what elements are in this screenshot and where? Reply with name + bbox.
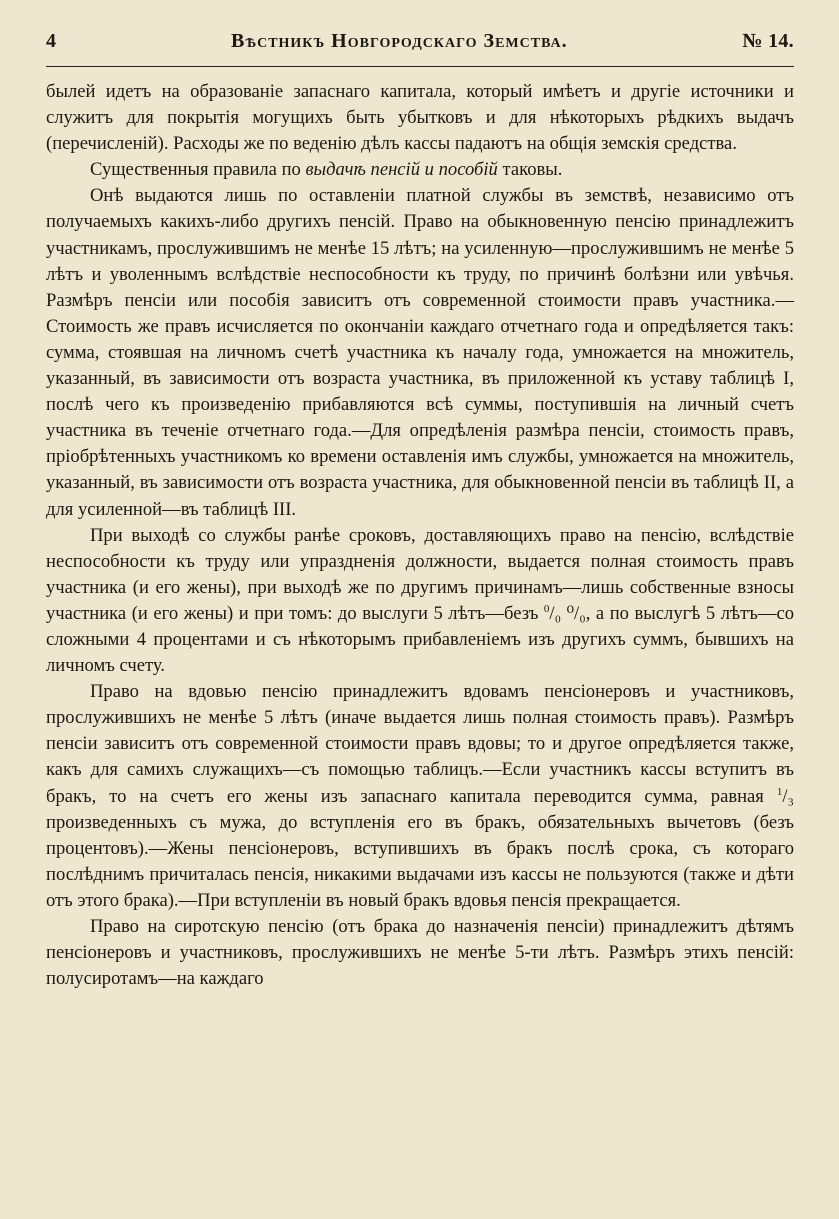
paragraph: былей идетъ на образованіе запаснаго капитала, который имѣетъ и другіе источники и служитъ для покрытія могущихъ быть убытковъ и для нѣкоторыхъ рѣдкихъ выдачъ (перечисленій). Расходы же по веденію дѣлъ кассы падаютъ на общія земскія средства. xyxy=(46,81,794,155)
document-page xyxy=(46,30,794,992)
paragraph xyxy=(46,679,794,914)
journal-title: Вѣстникъ Новгородскаго Земства. xyxy=(231,30,568,52)
paragraph xyxy=(46,523,794,680)
article-body xyxy=(46,79,794,992)
superscript: 1 xyxy=(776,785,783,798)
issue-number: № 14. xyxy=(742,30,794,52)
paragraph xyxy=(46,157,794,183)
paragraph-text: Право на вдовью пенсію принадлежитъ вдовамъ пенсіонеровъ и участниковъ, прослужившихъ не менѣе 5 лѣтъ (иначе выдается лишь полная стоимость правъ). Размѣръ пенсіи зависитъ отъ современной стоимости правъ вдовы; то и другое опредѣляется также, какъ для самихъ служащихъ—съ помощью таблицъ.—Если участникъ кассы вступитъ въ бракъ, то на счетъ его жены изъ запаснаго капитала переводится сумма, равная xyxy=(46,681,794,807)
paragraph-text: Существенныя правила по xyxy=(90,159,306,181)
page-number: 4 xyxy=(46,30,57,52)
paragraph-text: таковы. xyxy=(497,159,563,181)
paragraph: Право на сиротскую пенсію (отъ брака до назначенія пенсіи) принадлежитъ дѣтямъ пенсіонеровъ и участниковъ, прослужившихъ не менѣе 5-ти лѣтъ. Размѣръ этихъ пенсій: полусиротамъ—на каждаго xyxy=(46,916,794,990)
paragraph: Онѣ выдаются лишь по оставленіи платной службы въ земствѣ, независимо отъ получаемыхъ какихъ-либо другихъ пенсій. Право на обыкновенную пенсію принадлежитъ участникамъ, прослужившимъ не менѣе 15 лѣтъ; на усиленную—прослужившимъ не менѣе 5 лѣтъ и уволеннымъ вслѣдствіе неспособности къ труду, по причинѣ болѣзни или увѣчья. Размѣръ пенсіи или пособія зависитъ отъ современной стоимости правъ участника.—Стоимость же правъ исчисляется по окончаніи каждаго отчетнаго года и опредѣляется такъ: сумма, стоявшая на личномъ счетѣ участника къ началу года, умножается на множитель, указанный, въ зависимости отъ возраста участника, въ приложенной къ уставу таблицѣ I, послѣ чего къ произведенію прибавляются всѣ суммы, поступившія на личный счетъ участника въ теченіе отчетнаго года.—Для опредѣленія размѣра пенсіи, стоимость правъ, пріобрѣтенныхъ участникомъ ко времени оставленія имъ службы, умножается на множитель, указанный, въ зависимости отъ возраста участника, для обыкновенной пенсіи въ таблицѣ II, а для усиленной—въ таблицѣ III. xyxy=(46,185,794,520)
emphasized-text: выдачѣ пенсій и пособій xyxy=(305,159,498,181)
paragraph-text: При выходѣ со службы ранѣе сроковъ, доставляющихъ право на пенсію, вслѣдствіе неспособности къ труду или упраздненія должности, выдается полная стоимость правъ участника (и его жены), при выходѣ же по другимъ причинамъ—лишь собственные взносы участника (и его жены) и при томъ: до выслуги 5 лѣтъ—безъ xyxy=(46,524,794,624)
paragraph-text: /₀ ⁰/₀, а по выслугѣ 5 лѣтъ—со сложными 4 процентами и съ нѣкоторымъ прибавленіемъ изъ другихъ суммъ, бывшихъ на личномъ счету. xyxy=(46,602,794,677)
superscript: 0 xyxy=(543,602,550,615)
header-rule xyxy=(46,66,794,67)
paragraph-text: /₃ произведенныхъ съ мужа, до вступленія его въ бракъ, обязательныхъ вычетовъ (безъ процентовъ).—Жены пенсіонеровъ, вступившихъ въ бракъ послѣ срока, съ котораго послѣднимъ причиталась пенсія, никакими выдачами изъ кассы не пользуются (также и дѣти отъ этого брака).—При вступленіи въ новый бракъ вдовья пенсія прекращается. xyxy=(46,785,794,911)
running-header xyxy=(46,30,794,58)
